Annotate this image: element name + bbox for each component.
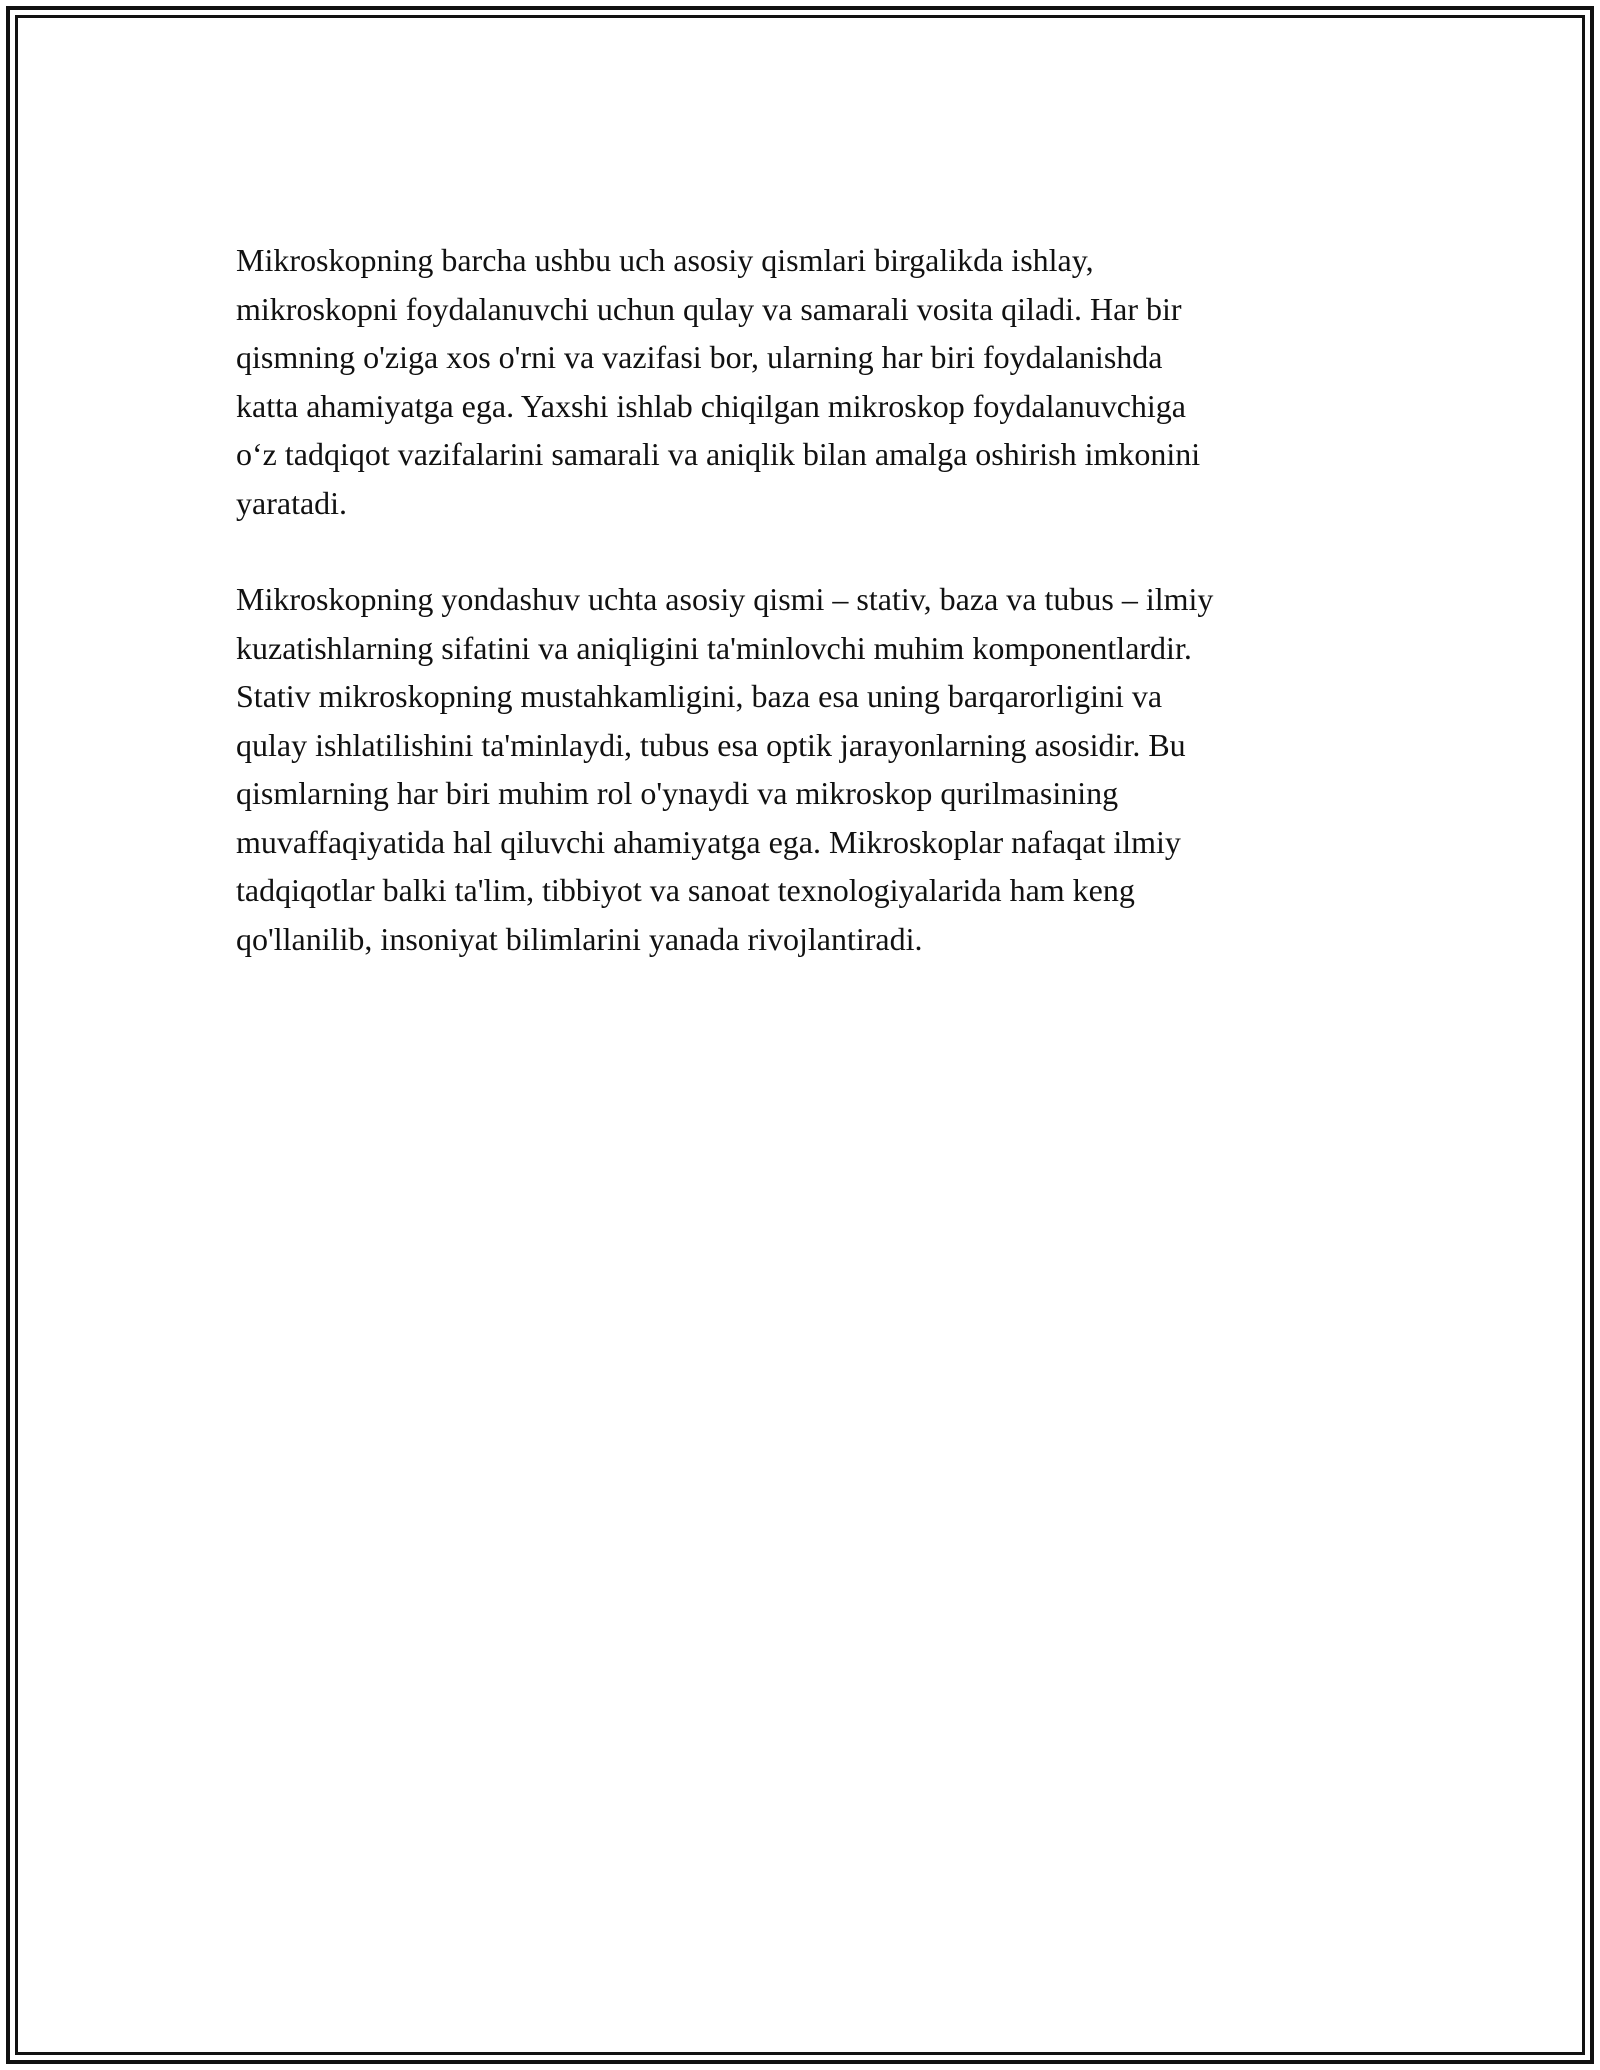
text-line: qismning o'ziga xos o'rni va vazifasi bor, ularning har biri foydalanishda: [236, 339, 1163, 375]
text-line: yaratadi.: [236, 484, 348, 521]
text-line: muvaffaqiyatida hal qiluvchi ahamiyatga ega. Mikroskoplar nafaqat ilmiy: [236, 823, 1181, 860]
text-line: kuzatishlarning sifatini va aniqligini ta'minlovchi muhim komponentlardir.: [236, 629, 1192, 666]
text-line: Mikroskopning yondashuv uchta asosiy qismi – stativ, baza va tubus – ilmiy: [236, 581, 1214, 617]
paragraph-1: [236, 236, 1364, 527]
text-line: qismlarning har biri muhim rol o'ynaydi va mikroskop qurilmasining: [236, 775, 1119, 811]
text-line: mikroskopni foydalanuvchi uchun qulay va samarali vosita qiladi. Har bir: [236, 290, 1182, 327]
document-body: [236, 236, 1364, 963]
text-line: o‘z tadqiqot vazifalarini samarali va aniqlik bilan amalga oshirish imkonini: [236, 436, 1201, 472]
text-line: Stativ mikroskopning mustahkamligini, baza esa uning barqarorligini va: [236, 678, 1163, 714]
text-line: qulay ishlatilishini ta'minlaydi, tubus esa optik jarayonlarning asosidir. Bu: [236, 726, 1186, 763]
text-line: qo'llanilib, insoniyat bilimlarini yanada rivojlantiradi.: [236, 920, 923, 957]
text-line: katta ahamiyatga ega. Yaxshi ishlab chiqilgan mikroskop foydalanuvchiga: [236, 387, 1186, 424]
paragraph-2: [236, 575, 1364, 963]
text-line: Mikroskopning barcha ushbu uch asosiy qismlari birgalikda ishlay,: [236, 242, 1094, 278]
text-line: tadqiqotlar balki ta'lim, tibbiyot va sanoat texnologiyalarida ham keng: [236, 872, 1135, 908]
